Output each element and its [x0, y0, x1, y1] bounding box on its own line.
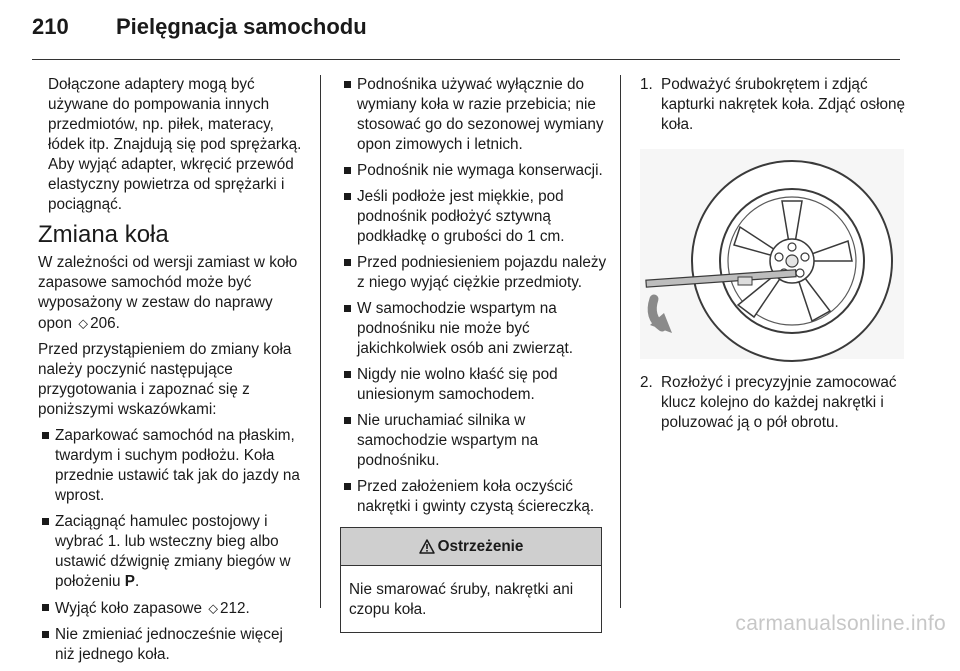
bullet-square-icon	[344, 259, 351, 266]
wheel-illustration	[640, 149, 904, 359]
warning-box	[340, 527, 602, 633]
bullet-text: W samochodzie wspartym na podnośniku nie może być jakichkolwiek osób ani zwierząt.	[357, 300, 573, 357]
column-3	[640, 75, 908, 439]
watermark: carmanualsonline.info	[735, 612, 946, 635]
bullet-square-icon	[42, 432, 49, 439]
preparation-paragraph: Przed przystąpieniem do zmiany koła należy poczynić następujące przygotowania i zapoznać się z poniższymi wskazówkami:	[38, 341, 292, 418]
bullet-square-icon	[344, 81, 351, 88]
bullet-text: Przed założeniem koła oczyścić nakrętki i gwinty czystą ściereczką.	[357, 478, 595, 515]
list-item	[340, 187, 608, 247]
spare-wheel-removal-ref[interactable]: 212.	[220, 600, 250, 617]
list-item	[38, 426, 306, 506]
list-item	[340, 477, 608, 517]
list-item	[340, 365, 608, 405]
spare-wheel-text: W zależności od wersji zamiast w koło zapasowe samochód może być wyposażony w zestaw do naprawy opon	[38, 254, 298, 332]
list-item	[38, 512, 306, 592]
bullet-text: Nie uruchamiać silnika w samochodzie wspartym na podnośniku.	[357, 412, 539, 469]
bullet-square-icon	[344, 305, 351, 312]
bullet-square-icon	[344, 417, 351, 424]
bullet-text: Jeśli podłoże jest miękkie, pod podnośnik podłożyć sztywną podkładkę o grubości do 1 cm.	[357, 188, 565, 245]
cross-reference-icon[interactable]: ⬦	[78, 315, 89, 331]
bullet-square-icon	[344, 167, 351, 174]
bullet-text: Podnośnika używać wyłącznie do wymiany koła w razie przebicia; nie stosować go do sezonowej wymiany opon zimowych i letnich.	[357, 76, 604, 153]
bullet-square-icon	[344, 371, 351, 378]
step-number: 2.	[640, 374, 653, 391]
list-item	[340, 253, 608, 293]
page-header	[32, 14, 900, 50]
column-1	[38, 75, 306, 671]
bullet-text: Wyjąć koło zapasowe	[55, 600, 202, 617]
step-item	[640, 373, 908, 433]
page-title: Pielęgnacja samochodu	[116, 14, 367, 39]
section-heading: Zmiana koła	[38, 221, 169, 248]
bullet-text: Podnośnik nie wymaga konserwacji.	[357, 162, 603, 179]
list-item	[340, 161, 608, 181]
bullet-text: Nie zmieniać jednocześnie więcej niż jednego koła.	[55, 626, 283, 663]
column-divider-2	[620, 75, 621, 608]
step-item	[640, 75, 908, 135]
step-text: Rozłożyć i precyzyjnie zamocować klucz kolejno do każdej nakrętki i poluzować ją o pół obrotu.	[661, 374, 897, 431]
list-item	[38, 598, 306, 619]
bullet-text: Zaparkować samochód na płaskim, twardym i suchym podłożu. Koła przednie ustawić tak jak do jazdy na wprost.	[55, 427, 300, 504]
list-item	[340, 75, 608, 155]
bullet-end: .	[134, 573, 140, 590]
warning-header	[341, 528, 601, 566]
bullet-square-icon	[42, 631, 49, 638]
bullet-text: Zaciągnąć hamulec postojowy i wybrać 1. lub wsteczny bieg albo ustawić dźwignię zmiany biegów w położeniu	[55, 513, 291, 590]
warning-title: Ostrzeżenie	[437, 537, 524, 555]
adapter-intro-paragraph: Dołączone adaptery mogą być używane do pompowania innych przedmiotów, np. piłek, materacy, łódek itp. Znajdują się pod sprężarką. Aby wyjąć adapter, wkręcić przewód elastyczny powietrza od sprężarki i pociągnąć.	[48, 76, 302, 213]
cross-reference-icon[interactable]: ⬦	[208, 600, 219, 616]
spare-wheel-paragraph	[38, 253, 306, 334]
bullet-text: Przed podniesieniem pojazdu należy z niego wyjąć ciężkie przedmioty.	[357, 254, 607, 291]
warning-body: Nie smarować śruby, nakrętki ani czopu koła.	[349, 581, 574, 618]
list-item	[340, 411, 608, 471]
bullet-square-icon	[344, 193, 351, 200]
header-divider	[32, 59, 900, 60]
warning-triangle-icon	[419, 539, 435, 554]
gear-position-label: P	[124, 573, 135, 590]
bullet-text: Nigdy nie wolno kłaść się pod uniesionym samochodem.	[357, 366, 558, 403]
page-number: 210	[32, 14, 69, 39]
spare-wheel-ref[interactable]: 206.	[90, 315, 120, 332]
bullet-square-icon	[42, 604, 49, 611]
column-divider-1	[320, 75, 321, 608]
bullet-square-icon	[42, 518, 49, 525]
step-text: Podważyć śrubokrętem i zdjąć kapturki nakrętek koła. Zdjąć osłonę koła.	[661, 76, 906, 133]
bullet-square-icon	[344, 483, 351, 490]
list-item	[38, 625, 306, 665]
step-number: 1.	[640, 76, 653, 93]
list-item	[340, 299, 608, 359]
wheel-wrench-figure	[640, 149, 904, 359]
column-2	[340, 75, 608, 633]
